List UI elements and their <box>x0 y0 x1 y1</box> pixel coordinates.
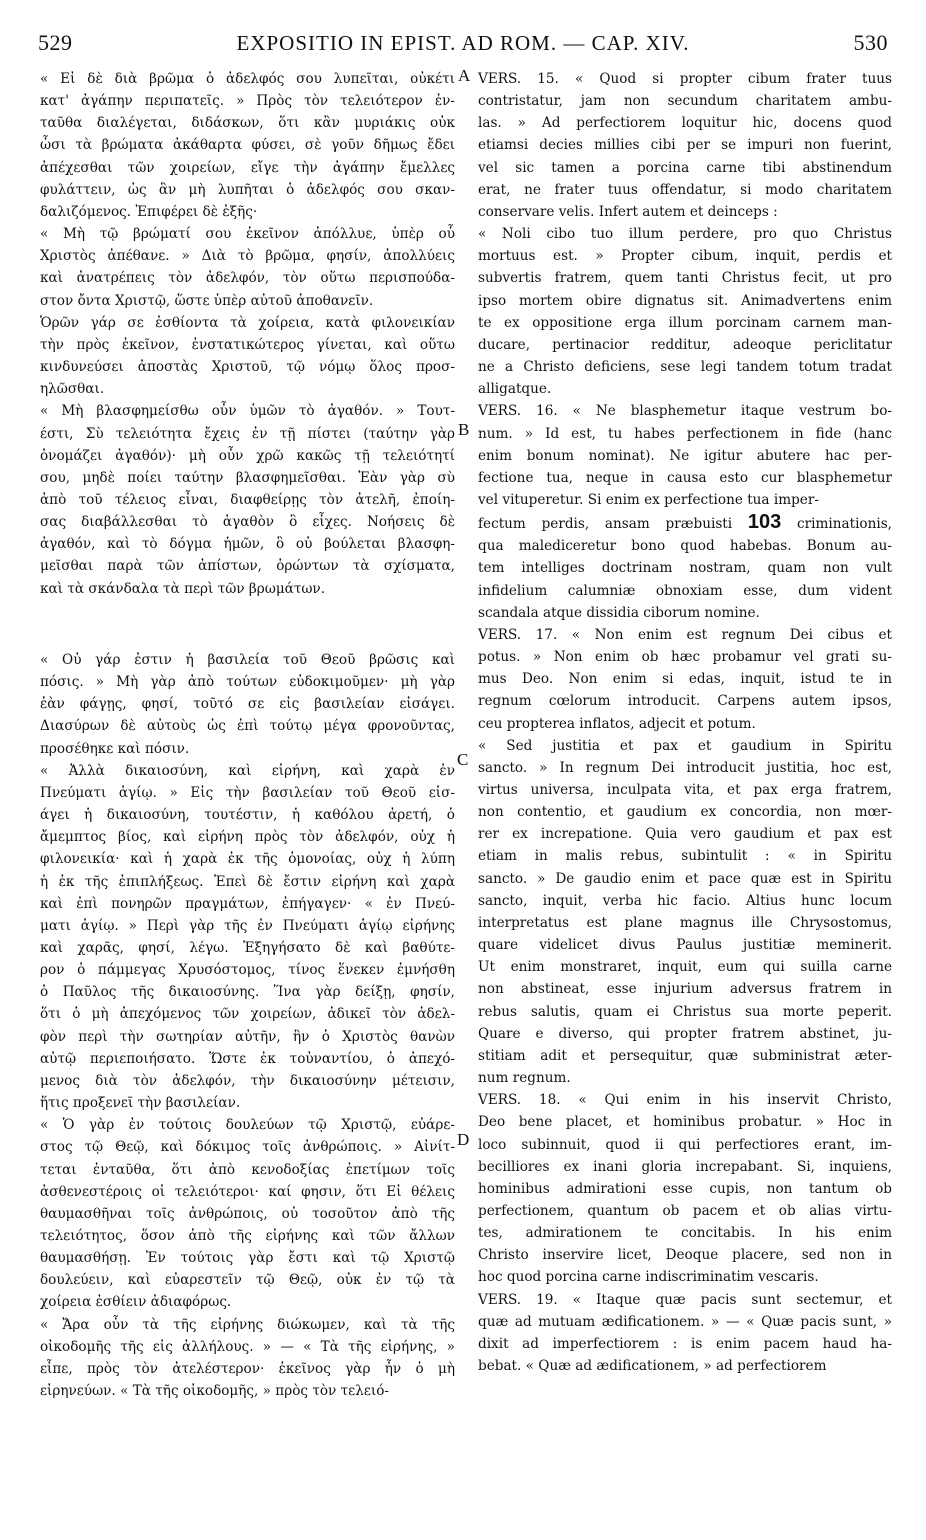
text-line: loco subinnuit, quod ii qui perfectiores erant, im- <box>478 1136 892 1153</box>
text-line: ὁ Παῦλος τῆς δικαιοσύνης. Ἵνα γὰρ δείξῃ, φησίν, <box>40 984 455 1001</box>
text-line: κατ' ἀγάπην περιπατεῖς. » Πρὸς τὸν τελειότερον ἐν- <box>40 93 455 110</box>
text-line: mus Deo. Non enim si edas, inquit, istud te in <box>478 671 892 688</box>
text-line: VERS. 15. « Quod si propter cibum frater tuus <box>478 71 892 87</box>
text-line: τεται ἐνταῦθα, ὅτι ἀπὸ κενοδοξίας ἐπετίμων τοῖς <box>40 1161 455 1178</box>
text-line: ἡ ἐκ τῆς ἐπιπλήξεως. Ἐπεὶ δὲ ἔστιν εἰρήνη καὶ χαρὰ <box>40 873 455 890</box>
text-line: etiamsi decies millies cibi per se impuri non fuerint, <box>478 137 892 154</box>
text-line: έστι, Σὺ τελειότητα ἔχεις ἐν τῇ πίστει (ταύτην γὰρ <box>40 425 455 442</box>
text-line: καὶ τὰ σκάνδαλα τὰ περὶ τῶν βρωμάτων. <box>40 580 326 597</box>
text-line: πόσις. » Μὴ γὰρ ἀπὸ τούτων εὐδοκιμοῦμεν· μὴ γὰρ <box>40 674 455 691</box>
text-line: ceu propterea inflatos, adjecit et potum. <box>478 715 756 732</box>
text-line: etiam in malis rebus, subintulit : « in Spiritu <box>478 848 892 865</box>
text-line: ηλῶσθαι. <box>40 381 105 398</box>
text-line: VERS. 18. « Qui enim in his inservit Christo, <box>478 1092 892 1109</box>
text-line-with-number <box>478 511 892 535</box>
text-line: Ut enim monstraret, inquit, eum qui suilla carne <box>478 959 892 976</box>
text-line: στος τῷ Θεῷ, καὶ δόκιμος τοῖς ἀνθρώποις. » Αἰνίτ- <box>40 1139 455 1156</box>
text-line: χοίρεια ἐσθίειν ἀδιαφόρως. <box>40 1294 232 1311</box>
text-line: non contentio, et gaudium ex concordia, non mœr- <box>478 804 892 821</box>
text-line: σου, μηδὲ ποίει ταύτην βλασφημεῖσθαι. Ἐὰν γὰρ σὺ <box>40 469 455 486</box>
text-line: virtus universa, inculpata vita, et pax erga fratrem, <box>478 782 892 798</box>
text-line: κινδυνεύσει ἀποστὰς Χριστοῦ, τῷ νόμῳ ὅλος προσ- <box>40 359 455 376</box>
text-line: Deo bene placet, et hominibus probatur. » Hoc in <box>478 1114 892 1131</box>
text-line: VERS. 16. « Ne blasphemetur itaque vestrum bo- <box>478 403 892 420</box>
text-line: interpretatus est plane magnus ille Chrysostomus, <box>478 914 892 931</box>
text-line: « Ἄρα οὖν τὰ τῆς εἰρήνης διώκωμεν, καὶ τὰ τῆς <box>40 1316 455 1333</box>
text-line: non abstineat, esse injurium adversus fratrem in <box>478 981 892 998</box>
text-line: οἰκοδομῆς τῆς εἰς ἀλλήλους. » — « Τὰ τῆς εἰρήνης, » <box>40 1338 455 1355</box>
text-line: tem intelliges doctrinam nostram, quam non vult <box>478 560 892 577</box>
text-line: ταῦθα διαλέγεται, διδάσκων, ὅτι κἂν μυριάκις οὐκ <box>40 115 455 132</box>
line-text-after: criminationis, <box>797 516 892 533</box>
text-line: perfectionem, quantum ob pacem et ob alias virtu- <box>478 1202 892 1219</box>
page-header <box>38 30 888 64</box>
text-line: μενος διὰ τὸν ἀδελφόν, τὴν δικαιοσύνην μέτεισιν, <box>40 1072 455 1089</box>
text-line: « Ἀλλὰ δικαιοσύνη, καὶ εἰρήνη, καὶ χαρὰ ἐν <box>40 762 455 779</box>
text-line: τελειότητος, ὅσον ἀπὸ τῆς εἰρήνης καὶ τῶν ἄλλων <box>40 1228 455 1244</box>
text-line: εἶπε, πρὸς τὸν ἀτελέστερον· ἐκεῖνος γὰρ ἦν ὁ μὴ <box>40 1360 455 1377</box>
text-line: θαυμασθήσῃ. Ἐν τούτοις γὰρ ἔστι καὶ τῷ Χριστῷ <box>40 1250 455 1267</box>
text-line: scandala atque dissidia ciborum nomine. <box>478 604 760 621</box>
text-line: καὶ ἐπὶ πονηρῶν πραγμάτων, ἐπήγαγεν· « ἐν Πνεύ- <box>40 895 455 912</box>
text-line: alligatque. <box>478 381 552 398</box>
text-line: εἰρηνεύων. « Τὰ τῆς οἰκοδομῆς, » πρὸς τὸν τελειό- <box>40 1383 389 1400</box>
text-line: θαυμασθῆναι τοῖς ἀνθρώποις, οὐ τοσοῦτον ἀπὸ τῆς <box>40 1205 455 1222</box>
text-line: qua malediceretur bono quod habebas. Bonum au- <box>478 538 892 555</box>
text-line: ducare, pertinacior redditur, adeoque periclitatur <box>478 336 892 353</box>
text-line: ἀπέχεσθαι τῶν χοιρείων, εἴγε τὴν ἀγάπην ἔμελλες <box>40 159 455 176</box>
text-line: dixit ad imperfectiorem : is enim pacem haud ha- <box>478 1335 892 1352</box>
margin-letter-a: A <box>458 66 471 85</box>
text-line: ματι ἁγίῳ. » Περὶ γὰρ τῆς ἐν Πνεύματι ἁγίῳ εἰρήνης <box>40 917 455 934</box>
text-line: Christo inservire licet, Deoque placere, sed non in <box>478 1247 892 1264</box>
text-line: ἐὰν φάγῃς, φησί, τοῦτό σε εἰς βασιλείαν εἰσάγει. <box>40 696 455 713</box>
text-line: ἀσθενεστέροις οἱ τελειότεροι· καί φησιν, ὅτι Εἰ θέλεις <box>40 1183 455 1200</box>
text-line: Quare e diverso, qui propter fratrem abstinet, ju- <box>478 1025 892 1042</box>
text-line: Ὁρῶν γάρ σε ἐσθίοντα τὰ χοίρεια, κατὰ φιλονεικίαν <box>40 314 455 331</box>
text-line: bebat. « Quæ ad ædificationem, » ad perfectiorem <box>478 1358 827 1375</box>
line-text-before: fectum perdis, ansam præbuisti <box>478 516 733 533</box>
margin-letter-c: C <box>457 750 469 769</box>
text-line: στον ὄντα Χριστῷ, ὥστε ὑπὲρ αὐτοῦ ἀποθανεῖν. <box>40 292 374 309</box>
text-line: ἀγαθόν, καὶ τὸ δόγμα ἡμῶν, ὃ οὐ βούλεται βλασφη- <box>40 536 455 553</box>
text-line: ἥτις προξενεῖ τὴν βασιλείαν. <box>40 1095 241 1112</box>
text-line: infidelium calumniæ obnoxiam esse, dum vident <box>478 582 892 599</box>
text-line: hominibus admirationi esse cupis, non tantum ob <box>478 1180 892 1197</box>
text-line: « Ὁ γὰρ ἐν τούτοις δουλεύων τῷ Χριστῷ, εὐάρε- <box>40 1117 455 1134</box>
text-line: quare videlicet divus Paulus justitiæ meminerit. <box>478 937 892 954</box>
paragraph-gap <box>40 613 455 635</box>
text-line: VERS. 19. « Itaque quæ pacis sunt sectemur, et <box>478 1291 892 1308</box>
greek-text-column <box>40 68 455 1402</box>
text-line: « Οὐ γάρ ἐστιν ἡ βασιλεία τοῦ Θεοῦ βρῶσις καὶ <box>40 651 455 668</box>
text-line: rer ex increpatione. Quia vero gaudium et pax est <box>478 826 892 843</box>
text-line: VERS. 17. « Non enim est regnum Dei cibus et <box>478 626 892 643</box>
text-line: becilliores ex inani gloria increpabant. Si, inquiens, <box>478 1158 892 1175</box>
text-line: erat, ne frater tuus offendatur, si modo charitatem <box>478 181 892 198</box>
text-line: stitiam adit et persequitur, quæ subministrat æter- <box>478 1047 892 1064</box>
text-line: vel vituperetur. Si enim ex perfectione tua imper- <box>478 491 819 508</box>
text-line: tes, admirationem te concitabis. In his enim <box>478 1225 892 1242</box>
running-title: EXPOSITIO IN EPIST. AD ROM. — CAP. XIV. <box>236 31 690 55</box>
text-line: rebus salutis, quam ei Christus sua morte peperit. <box>478 1003 892 1020</box>
column-number: 103 <box>747 511 782 534</box>
text-line: ne a Christo deficiens, sese legi tandem totum tradat <box>478 359 892 376</box>
text-line: μεῖσθαι παρὰ τῶν ἀπίστων, ὁρώντων τὰ σχίσματα, <box>40 558 455 575</box>
text-line: ἀπὸ τοῦ τέλειος εἶναι, διαφθείρῃς τὸν ἀτελῆ, ἐποίη- <box>40 491 455 508</box>
text-line: ρον ὁ πάμμεγας Χρυσόστομος, τίνος ἕνεκεν ἐμνήσθη <box>40 962 455 979</box>
text-line: « Sed justitia et pax et gaudium in Spiritu <box>478 737 892 754</box>
margin-letter-b: B <box>458 420 470 439</box>
text-line: καὶ χαρᾶς, φησί, λέγω. Ἐξηγήσατο δὲ καὶ βαθύτε- <box>40 939 455 956</box>
text-line: φιλονεικία· καὶ ἡ χαρὰ ἐκ τῆς ὁμονοίας, οὐχ ἡ λύπη <box>40 851 455 868</box>
text-line: conservare velis. Infert autem et deinceps : <box>478 203 778 220</box>
text-line: « Μὴ βλασφημείσθω οὖν ὑμῶν τὸ ἀγαθόν. » Τουτ- <box>40 403 455 420</box>
text-line: δουλεύειν, καὶ εὐαρεστεῖν τῷ Θεῷ, οὐκ ἐν τῷ τὰ <box>40 1272 455 1289</box>
text-line: contristatur, jam non secundum charitatem ambu- <box>478 93 892 110</box>
text-line: quæ ad mutuam ædificationem. » — « Quæ pacis sunt, » <box>478 1313 892 1330</box>
text-line: vel sic tamen a porcina carne tibi abstinendum <box>478 159 892 176</box>
text-line: αὐτῷ περιεποιήσατο. Ὥστε ἐκ τοὐναντίου, ὁ ἀπεχό- <box>40 1050 455 1067</box>
text-line: άγει ἡ δικαιοσύνη, τουτέστιν, ἡ καθόλου ἀρετή, ὁ <box>40 807 455 824</box>
text-line: δαλιζόμενος. Ἐπιφέρει δὲ ἑξῆς· <box>40 203 258 220</box>
text-line: « Noli cibo tuo illum perdere, pro quo Christus <box>478 226 892 243</box>
text-line: ipso mortem obire dignatus sit. Animadvertens enim <box>478 292 892 309</box>
text-line: subvertis fratrem, quem tanti Christus fecit, ut pro <box>478 270 892 287</box>
page-number-left: 529 <box>38 30 73 55</box>
text-line: σας διαβάλλεσθαι τὸ ἀγαθὸν ὃ εἶχες. Νοήσεις δὲ <box>40 514 455 531</box>
text-line: « Εἰ δὲ διὰ βρῶμα ὁ ἀδελφός σου λυπεῖται, οὐκέτι <box>40 71 455 87</box>
text-line: num. » Id est, tu habes perfectionem in fide (hanc <box>478 425 892 442</box>
text-line: ὀνομάζει ἀγαθόν)· μὴ οὖν χρῶ κακῶς τῇ τελειότητί <box>40 447 455 464</box>
text-line: Χριστὸς ἀπέθανε. » Διὰ τὸ βρῶμα, φησίν, ἀπολλύεις <box>40 248 455 265</box>
text-line: ἄμεμπτος βίος, καὶ εἰρήνη πρὸς τὸν ἀδελφόν, οὐχ ἡ <box>40 829 455 846</box>
latin-text-column <box>478 68 892 1377</box>
text-line: καὶ ἀνατρέπεις τὸν ἀδελφόν, τὸν οὕτω περισπούδα- <box>40 270 455 287</box>
text-line: sancto. » In regnum Dei introducit justitia, hoc est, <box>478 759 892 776</box>
text-line: te ex oppositione erga illum porcinam carnem man- <box>478 314 892 331</box>
text-line: sancto. » De gaudio enim et pace quæ est in Spiritu <box>478 870 892 887</box>
page-number-right: 530 <box>853 30 888 55</box>
text-line: sancto, inquit, verba hic facio. Altius hunc locum <box>478 892 892 909</box>
text-line: hoc quod porcina carne indiscriminatim vescaris. <box>478 1269 819 1286</box>
text-line: fectione tua, neque in causa esto cur blasphemetur <box>478 469 892 486</box>
text-line: num regnum. <box>478 1070 571 1087</box>
text-line: ὦσι τὰ βρώματα ἀκάθαρτα φύσει, σὲ γοῦν δῆμως ἔδει <box>40 137 455 154</box>
text-line: Διασύρων δὲ αὐτοὺς ὡς ἐπὶ τούτῳ μέγα φρονοῦντας, <box>40 718 455 735</box>
text-line: φυλάττειν, ὡς ἂν μὴ λυπῆται ὁ ἀδελφός σου σκαν- <box>40 181 455 198</box>
text-line: mortuus est. » Propter cibum, inquit, perdis et <box>478 248 892 265</box>
text-line: las. » Ad perfectiorem loquitur hic, docens quod <box>478 115 892 132</box>
text-line: regnum cœlorum introducit. Carpens autem ipsos, <box>478 693 892 710</box>
text-line: « Μὴ τῷ βρώματί σου ἐκεῖνον ἀπόλλυε, ὑπὲρ οὗ <box>40 226 455 243</box>
margin-letter-d: D <box>457 1130 470 1149</box>
text-line: potus. » Non enim ob hæc probamur vel grati su- <box>478 649 892 666</box>
text-line: φὸν περὶ τὴν σωτηρίαν αὐτῆν, ἣν ὁ Χριστὸς θανὼν <box>40 1028 455 1045</box>
text-line: τὴν πρὸς ἐκεῖνον, ἐνστατικώτερος γίνεται, καὶ οὕτω <box>40 336 455 353</box>
text-line: Πνεύματι ἁγίῳ. » Εἰς τὴν βασιλείαν τοῦ Θεοῦ εἰσ- <box>40 784 455 801</box>
text-line: enim bonum nominat). Ne igitur abutere hac per- <box>478 447 892 464</box>
text-line: ὅτι ὁ μὴ ἀπεχόμενος τῶν χοιρείων, ἀδικεῖ τὸν ἀδελ- <box>40 1006 455 1023</box>
text-line: προσέθηκε καὶ πόσιν. <box>40 740 190 757</box>
